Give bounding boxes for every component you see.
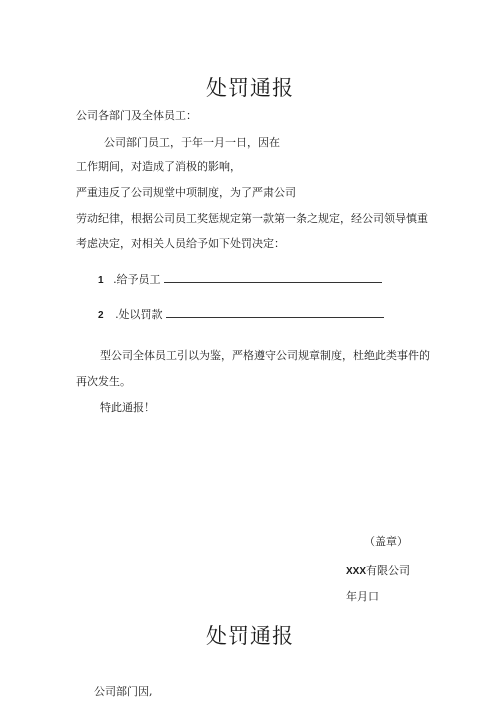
date-line: 年月口	[346, 590, 379, 603]
company-name	[346, 564, 410, 579]
body-line-3: 严重违反了公司规堂中项制度，为了严肃公司	[76, 186, 296, 199]
penalty-item-2	[98, 306, 384, 323]
item-number: 1	[98, 275, 104, 286]
closing-text: 特此通报！	[100, 401, 155, 414]
second-notice-title: 处罚通报	[206, 624, 294, 648]
fill-in-blank-line	[164, 271, 382, 283]
second-notice-opening: 公司部门因,	[94, 685, 153, 698]
seal-label: （盖章）	[364, 535, 408, 548]
penalty-item-1	[98, 271, 382, 288]
body-line-5: 考虑决定，对相关人员给予如下处罚决定：	[76, 237, 285, 250]
body-line-1: 公司部门员工，于年一月一日，因在	[104, 136, 280, 149]
warning-line-2: 再次发生。	[76, 375, 131, 388]
body-line-4: 劳动纪律，根据公司员工奖惩规定第一款第一条之规定，经公司领导慎重	[76, 212, 428, 225]
body-line-2: 工作期间，对造成了消极的影响，	[76, 160, 241, 173]
company-suffix: 有限公司	[366, 564, 411, 577]
notice-title: 处罚通报	[206, 76, 294, 100]
company-prefix: XXX	[346, 566, 367, 577]
fill-in-blank-line	[166, 306, 384, 318]
item-number: 2	[98, 310, 104, 321]
item-text: .处以罚款	[115, 308, 163, 321]
item-text: .给予员工	[113, 273, 161, 286]
greeting: 公司各部门及全体员工：	[76, 109, 197, 122]
warning-line-1: 型公司全体员工引以为鉴，严格遵守公司规章制度，杜绝此类事件的	[100, 349, 430, 362]
